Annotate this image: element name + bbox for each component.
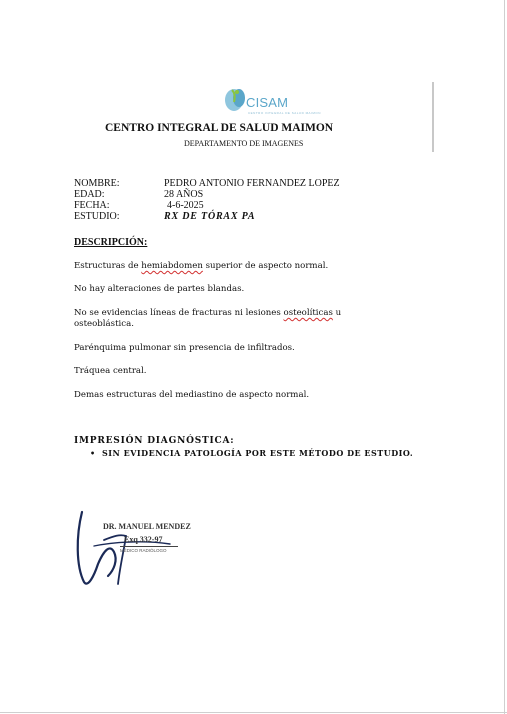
doctor-exequatur: Exq 332-97 (124, 535, 163, 544)
impression-heading: IMPRESIÓN DIAGNÓSTICA: (74, 436, 235, 446)
doctor-name: DR. MANUEL MENDEZ (103, 522, 191, 531)
handwritten-signature (74, 506, 204, 588)
name-label: NOMBRE: (74, 178, 120, 189)
bullet-icon: • (90, 448, 96, 458)
finding-3-text-c: u osteoblástica. (74, 308, 342, 329)
finding-paragraph-2: No hay alteraciones de partes blandas. (74, 284, 245, 294)
patient-age: 28 AÑOS (164, 189, 204, 200)
logo-subtext: CENTRO INTEGRAL DE SALUD MAIMON (248, 111, 321, 115)
margin-indicator (432, 82, 434, 152)
impression-item-text: SIN EVIDENCIA PATOLOGÍA POR ESTE MÉTODO DE ESTUDIO. (102, 448, 414, 458)
spellcheck-word-osteoliticas: osteolíticas (283, 308, 333, 318)
finding-3-text-a: No se evidencias líneas de fracturas ni lesiones (74, 308, 284, 318)
page-edge-bottom (0, 712, 507, 713)
patient-name: PEDRO ANTONIO FERNANDEZ LOPEZ (164, 178, 340, 189)
logo-text: CISAM (246, 95, 289, 110)
signature-line (120, 546, 178, 547)
finding-1-text-c: superior de aspecto normal. (202, 261, 329, 271)
finding-paragraph-6: Demas estructuras del mediastino de aspecto normal. (74, 390, 310, 400)
finding-paragraph-1 (74, 261, 394, 272)
impression-item (90, 448, 413, 458)
org-title: CENTRO INTEGRAL DE SALUD MAIMON (105, 122, 334, 134)
date-label: FECHA: (74, 200, 110, 211)
department-name: DEPARTAMENTO DE IMAGENES (184, 139, 304, 148)
finding-paragraph-5: Tráquea central. (74, 366, 147, 376)
age-label: EDAD: (74, 189, 105, 200)
description-heading: DESCRIPCIÓN: (74, 237, 148, 248)
finding-paragraph-4: Parénquima pulmonar sin presencia de infiltrados. (74, 343, 295, 353)
spellcheck-word-hemiabdomen: hemiabdomen (141, 261, 203, 271)
study-type: RX DE TÓRAX PA (164, 211, 256, 222)
study-label: ESTUDIO: (74, 211, 120, 222)
study-date: 4-6-2025 (167, 200, 204, 211)
page-edge-right (504, 0, 505, 714)
finding-paragraph-3 (74, 308, 394, 330)
finding-1-text-a: Estructuras de (74, 261, 142, 271)
doctor-role: MÉDICO RADIÓLOGO (120, 548, 167, 553)
